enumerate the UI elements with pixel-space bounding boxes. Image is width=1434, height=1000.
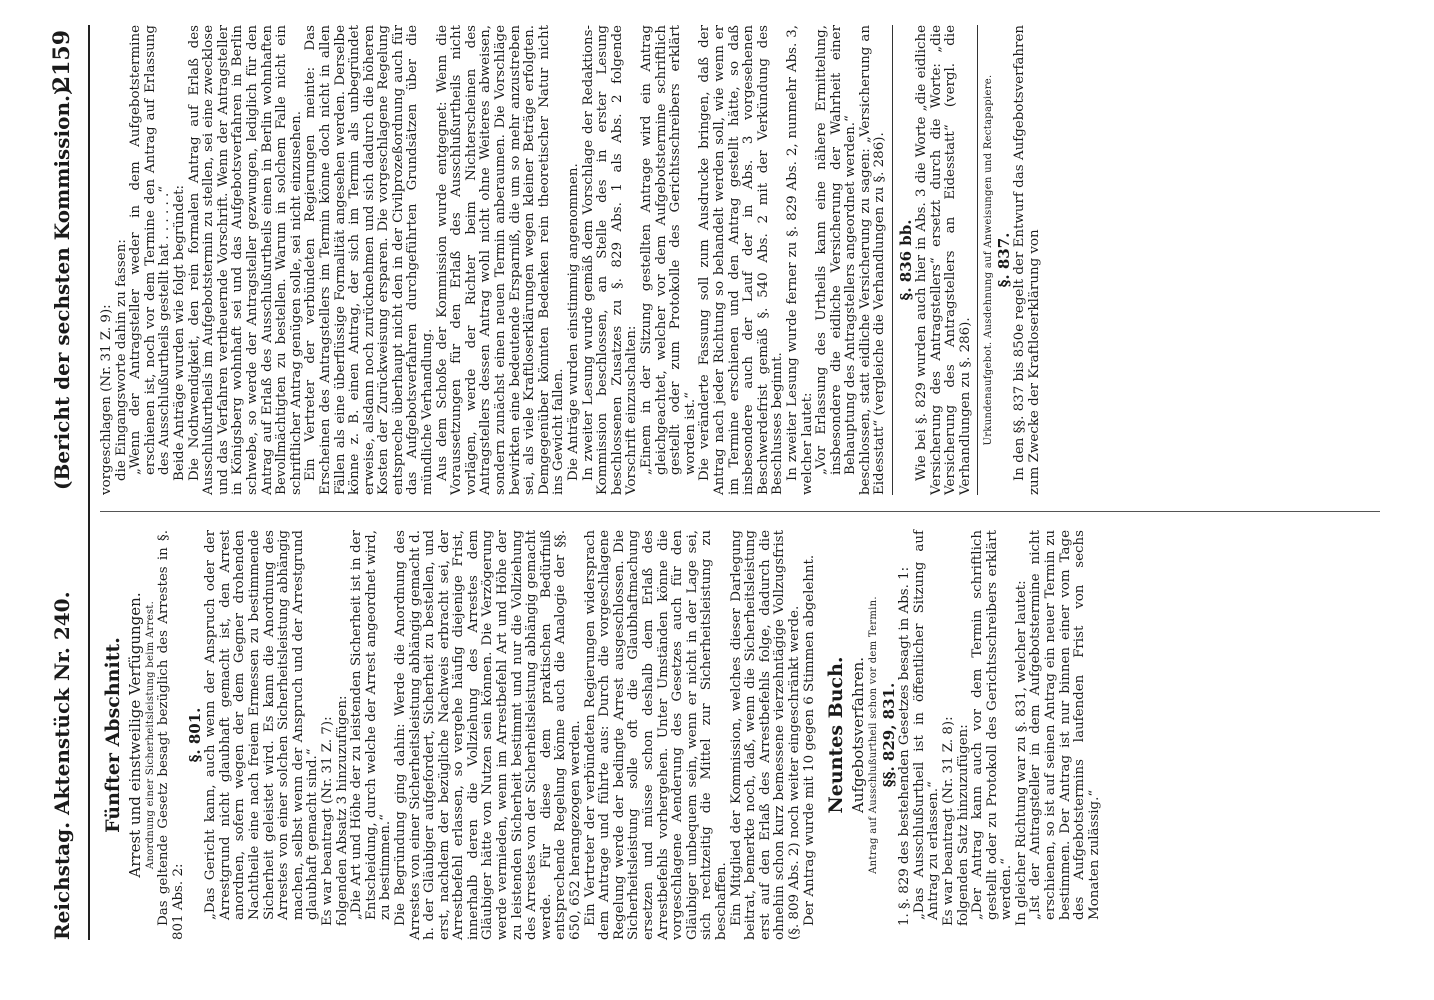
paragraph: In den §§. 837 bis 850e regelt der Entwurf das Aufgebotsverfahren zum Zwecke der Kraftloserklärung von	[1012, 25, 1043, 495]
paragraph: Der Antrag wurde mit 10 gegen 6 Stimmen abgelehnt.	[801, 554, 817, 926]
paragraph: folgenden Satz hinzuzufügen:	[955, 724, 971, 926]
paragraph: Aus dem Schoße der Kommission wurde entgegnet: Wenn die Voraussetzungen für den Erlaß des Ausschlußurtheils nicht vorlägen, werde der Richter beim Nichterscheinen des Antragstellers dessen Antrag wohl nicht ohne Weiteres abweisen, sondern zunächst einen neuen Termin anberaumen. Die Vorschläge bewirkten eine bedeutende Ersparniß, die um so mehr anzustreben sei, als viele Kraftloserklärungen wegen kleiner Beträge erfolgten. Demgegenüber könnten Bedenken rein theoretischer Natur nicht ins Gewicht fallen.	[434, 25, 567, 495]
small-heading: Anordnung einer Sicherheitsleistung beim Arrest.	[145, 600, 156, 870]
quote: „Vor Erlassung des Urtheils kann eine nähere Ermittelung, insbesondere die eidliche Versicherung der Wahrheit einer Behauptung des Antragstellers angeordnet werden.“	[814, 25, 859, 475]
page-number: 2159	[49, 30, 75, 92]
quote: „Einem in der Sitzung gestellten Antrage wird ein Antrag gleichgeachtet, welcher vor dem Aufgebotstermine schriftlich gestellt oder zum Protokolle des Gerichtsschreibers erklärt worden ist.“	[638, 25, 698, 475]
section-rule	[892, 25, 893, 495]
paragraph: Die Nothwendigkeit, den rein formalen Antrag auf Erlaß des Ausschlußurtheils im Aufgebotstermin zu stellen, sei eine zwecklose und das Verfahren vertheuernde Vorschrift. Wenn der Antragsteller in Königsberg wohnhaft sei und das Aufgebotsverfahren in Berlin schwebe, so werde der Antragsteller gezwungen, lediglich für den Antrag auf Erlaß des Ausschlußurtheils einen in Berlin wohnhaften Bevollmächtigten zu bestellen. Warum in solchem Falle nicht ein schriftlicher Antrag genügen solle, sei nicht einzusehen.	[186, 25, 304, 495]
paragraph: beschlossen, statt eidliche Versicherung zu sagen: „Versicherung an Eidesstatt“ (vergleiche die Verhandlungen zu §. 286).	[857, 25, 888, 495]
paragraph: folgenden Absatz 3 hinzuzufügen:	[334, 695, 350, 926]
section-rule	[977, 25, 978, 495]
paragraph: Ein Vertreter der verbündeten Regierungen meinte: Das Erscheinen des Antragstellers im Termin könne doch nicht in allen Fällen als eine überflüssige Formalität angesehen werden. Derselbe könne z. B. einen Antrag, der sich im Termin als unbegründet erweise, alsdann noch zurücknehmen und sich dadurch die höheren Kosten der Zurückweisung ersparen. Die vorgeschlagene Regelung entspreche überhaupt nicht den in der Civilprozeßordnung auch für das Aufgebotsverfahren durchgeführten Grundsätzen über die mündliche Verhandlung.	[303, 25, 436, 495]
paragraph: In gleicher Richtung war zu §. 831, welcher lautet:	[1013, 580, 1029, 926]
quote: „Die Art und Höhe der zu leistenden Sicherheit ist in der Entscheidung, durch welche der Arrest angeordnet wird, zu bestimmen.“	[349, 530, 394, 920]
paragraph: Ein Mitglied der Kommission, welches dieser Darlegung beitrat, bemerkte noch, daß, wenn die Sicherheitsleistung erst auf den Erlaß des Arrestbefehls folge, dadurch die ohnehin schon kurz bemessene vierzehntägige Vollzugsfrist (§. 809 Abs. 2) noch weiter eingeschränkt werde.	[728, 530, 802, 940]
paragraph: Beide Anträge wurden wie folgt begründet:	[171, 184, 187, 481]
left-header	[44, 530, 80, 940]
paragraph: Wie bei §. 829 wurden auch hier in Abs. 3 die Worte „die eidliche Versicherung des Antragstellers“ ersetzt durch die Worte: „die Versicherung des Antragstellers an Eidesstatt“ (vergl. die Verhandlungen zu §. 286).	[914, 25, 973, 495]
paragraph: vorgeschlagen (Nr. 31 Z. 9):	[99, 304, 114, 495]
paragraph: die Eingangsworte dahin zu fassen:	[113, 239, 129, 481]
paragraph: In zweiter Lesung wurde ferner zu §. 829 Abs. 2, nunmehr Abs. 3, welcher lautet:	[784, 25, 815, 495]
paragraph: In zweiter Lesung wurde gemäß dem Vorschlage der Redaktions-Kommission beschlossen, an Stelle des in erster Lesung beschlossenen Zusatzes zu §. 829 Abs. 1 als Abs. 2 folgende Vorschrift einzuschalten:	[580, 25, 640, 495]
paragraph-number: §§. 829, 831.	[880, 682, 899, 788]
quote: „Das Gericht kann, auch wenn der Anspruch oder der Arrestgrund nicht glaubhaft gemacht ist, den Arrest anordnen, sofern wegen der dem Gegner drohenden Nachtheile eine nach freiem Ermessen zu bestimmende Sicherheit geleistet wird. Es kann die Anordnung des Arrestes von einer solchen Sicherheitsleistung abhängig machen, selbst wenn der Anspruch und der Arrestgrund glaubhaft gemacht sind.“	[203, 530, 321, 920]
paragraph-number: §. 801.	[186, 707, 205, 763]
paragraph: 1. §. 829 des bestehenden Gesetzes besagt in Abs. 1:	[897, 566, 913, 926]
right-column	[100, 25, 1043, 495]
quote: „Das Ausschlußurtheil ist in öffentlicher Sitzung auf Antrag zu erlassen.“	[911, 530, 942, 920]
right-header-title: (Bericht der sechsten Kommission.)	[50, 85, 74, 490]
paragraph: Ein Vertreter der verbündeten Regierungen widersprach dem Antrage und führte aus: Durch die vorgeschlagene Regelung werde der bedingte Arrest ausgeschlossen. Die Sicherheitsleistung solle oft die Glaubhaftmachung ersetzen und müsse schon deshalb dem Erlaß des Arrestbefehls vorhergehen. Unter Umständen könne die vorgeschlagene Aenderung des Gesetzes auch für den Gläubiger unbequem sein, wenn er nicht in der Lage sei, sich rechtzeitig die Mittel zur Sicherheitsleistung zu beschaffen.	[582, 530, 729, 940]
digitization-note	[1422, 10, 1434, 990]
right-header	[44, 30, 80, 490]
header-rule	[88, 25, 90, 940]
paragraph: Die veränderte Fassung soll zum Ausdrucke bringen, daß der Antrag nach jeder Richtung so behandelt werden soll, wie wenn er im Termine erschienen und den Antrag gestellt hätte, so daß insbesondere auch der Lauf der in Abs. 3 vorgesehenen Beschwerdefrist gemäß §. 540 Abs. 2 mit der Verkündung des Beschlusses beginnt.	[697, 25, 786, 495]
left-header-title: Reichstag. Aktenstück Nr. 240.	[50, 591, 74, 940]
section-subtitle: Arrest und einstweilige Verfügungen.	[126, 592, 144, 878]
paragraph: Es war beantragt (Nr. 31 Z. 8):	[940, 716, 956, 926]
paragraph-number: §. 837.	[995, 232, 1014, 288]
paragraph: Es war beantragt (Nr. 31 Z. 7):	[319, 716, 335, 926]
paragraph: Die Anträge wurden einstimmig angenommen.	[566, 163, 581, 481]
left-column	[100, 530, 1102, 940]
paragraph-number: §. 836 bb.	[897, 219, 916, 301]
quote: „Ist der Antragsteller in dem Aufgebotstermine nicht erschienen, so ist auf seinen Antrag ein neuer Termin zu bestimmen. Der Antrag ist nur binnen einer vom Tage des Aufgebotstermins laufenden Frist von sechs Monaten zulässig.“	[1028, 530, 1102, 920]
paragraph: Das geltende Gesetz besagt bezüglich des Arrestes in §. 801 Abs. 2:	[156, 530, 186, 940]
small-heading: Antrag auf Ausschlußurtheil schon vor dem Termin.	[868, 596, 880, 874]
section-title: Fünfter Abschnitt.	[102, 637, 124, 833]
quote: „Der Antrag kann auch vor dem Termin schriftlich gestellt oder zu Protokoll des Gerichtsschreibers erklärt werden.“	[970, 530, 1015, 920]
paragraph: Die Begründung ging dahin: Werde die Anordnung des Arrestes von einer Sicherheitsleistung abhängig gemacht d. h. der Gläubiger aufgefordert, Sicherheit zu bestellen, und erst, nachdem der bezügliche Nachweis erbracht sei, der Arrestbefehl erlassen, so vergehe häufig diejenige Frist, innerhalb deren die Vollziehung des Arrestes dem Gläubiger hätte von Nutzen sein können. Die Verzögerung werde vermieden, wenn im Arrestbefehl Art und Höhe der zu leistenden Sicherheit bestimmt und nur die Vollziehung des Arrestes von der Sicherheitsleistung abhängig gemacht werde. Für diese dem praktischen Bedürfniß entsprechende Regelung könne auch die Analogie der §§. 650, 652 herangezogen werden.	[392, 530, 584, 940]
book-subtitle: Aufgebotsverfahren.	[849, 656, 868, 814]
column-divider	[100, 511, 1380, 512]
quote: „Wenn der Antragsteller weder in dem Aufgebotstermine erschienen ist, noch vor dem Termine den Antrag auf Erlassung des Ausschlußurtheils gestellt hat . . . . . .“	[128, 25, 173, 475]
small-heading: Urkundenaufgebot. Ausdehnung auf Anweisungen und Rectapapiere.	[983, 74, 995, 446]
book-title: Neuntes Buch.	[825, 656, 848, 814]
